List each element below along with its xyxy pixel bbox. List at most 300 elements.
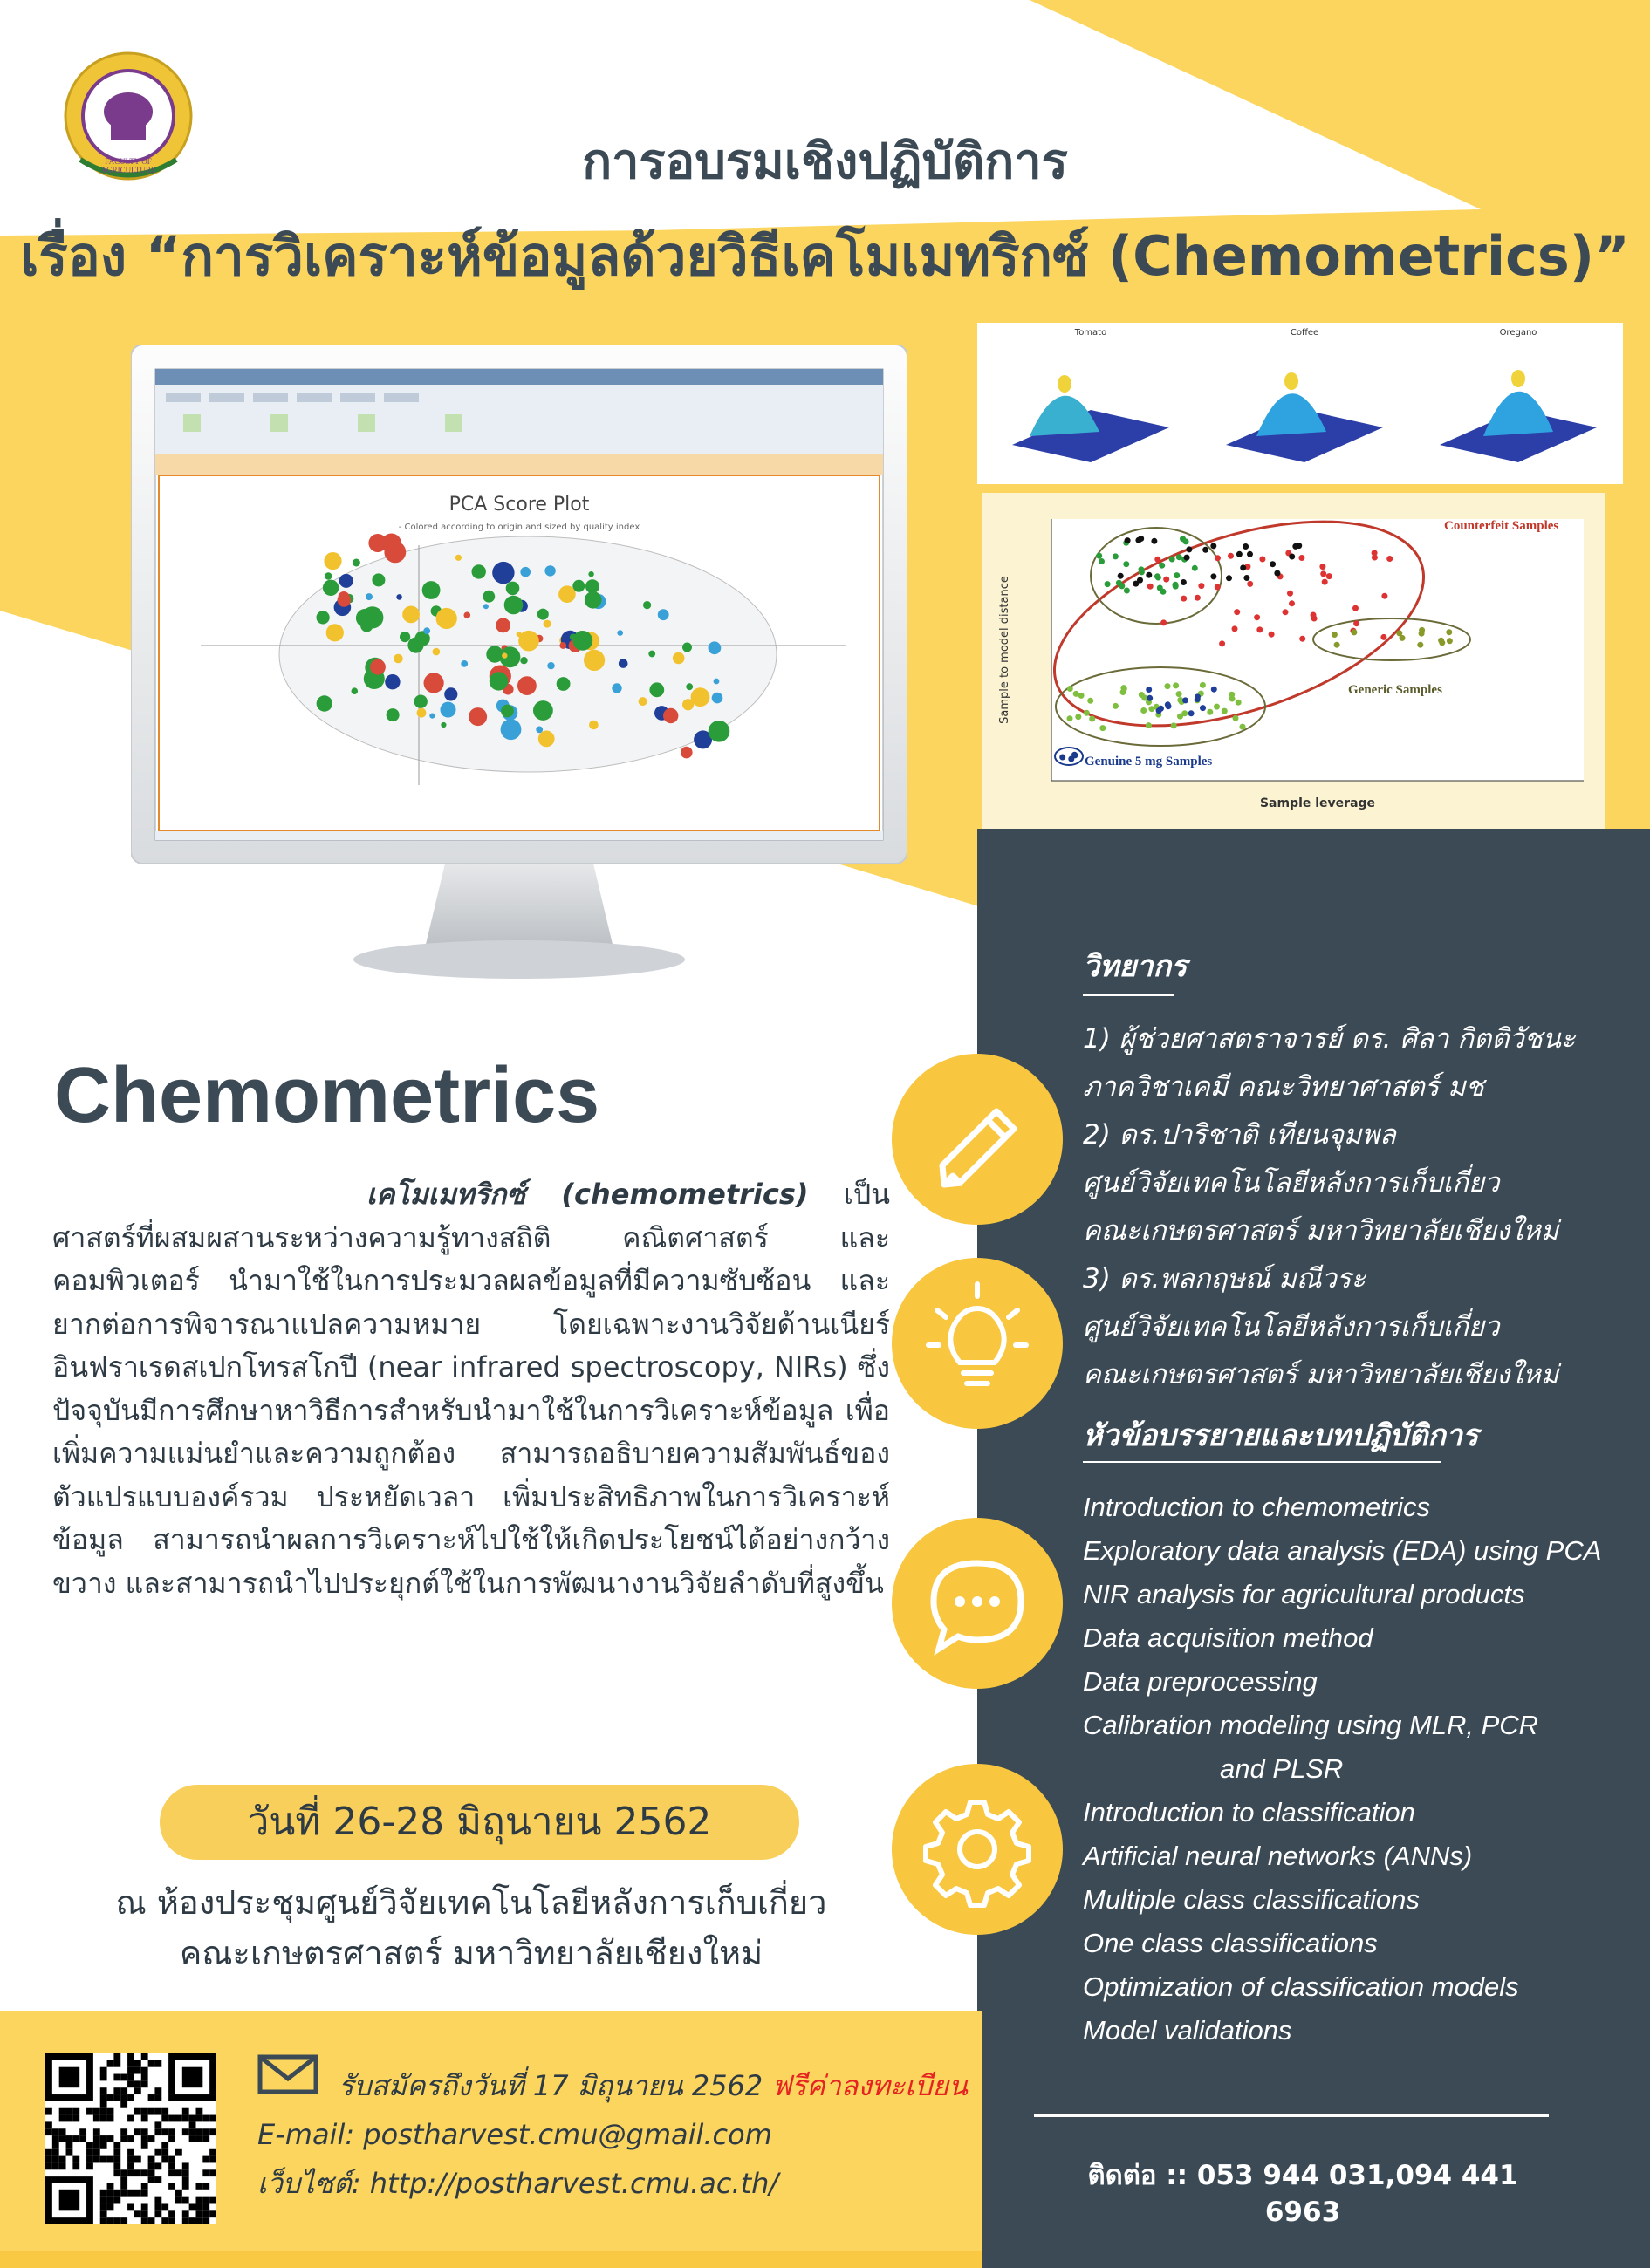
qr-module xyxy=(141,2074,148,2081)
topics-heading-rule xyxy=(1083,1461,1441,1463)
scatter-point xyxy=(1219,640,1225,646)
scatter-point xyxy=(1211,687,1217,693)
qr-module xyxy=(209,2156,216,2163)
scatter-point xyxy=(1067,715,1073,721)
scatter-point xyxy=(1099,558,1105,564)
qr-module xyxy=(182,2115,189,2122)
qr-module xyxy=(59,2135,66,2142)
qr-module xyxy=(107,2183,114,2190)
pca-point xyxy=(385,674,400,689)
pca-point xyxy=(324,552,341,570)
qr-module xyxy=(127,2060,134,2067)
scatter-point xyxy=(1228,553,1234,559)
scatter-point xyxy=(1059,755,1065,761)
speaker-line: ศูนย์วิจัยเทคโนโลยีหลังการเก็บเกี่ยว xyxy=(1083,1167,1500,1199)
qr-module xyxy=(202,2156,209,2163)
registration-deadline xyxy=(339,2064,968,2108)
scatter-point xyxy=(1072,752,1078,758)
qr-module xyxy=(161,2128,168,2135)
scatter-point xyxy=(1236,551,1243,557)
speaker-line: คณะเกษตรศาสตร์ มหาวิทยาลัยเชียงใหม่ xyxy=(1083,1215,1559,1247)
scatter-point xyxy=(1148,706,1154,712)
pca-point xyxy=(559,642,566,649)
qr-module xyxy=(100,2067,107,2074)
qr-module xyxy=(134,2210,141,2217)
pca-point xyxy=(433,648,441,656)
qr-module xyxy=(66,2115,73,2122)
scatter-point xyxy=(1270,561,1276,567)
scatter-point xyxy=(1259,557,1265,563)
qr-module xyxy=(154,2162,161,2169)
qr-module xyxy=(93,2156,100,2163)
qr-module xyxy=(93,2108,100,2115)
qr-module xyxy=(202,2115,209,2122)
qr-module xyxy=(120,2087,127,2094)
pca-point xyxy=(400,632,410,642)
qr-module xyxy=(202,2197,209,2204)
qr-finder xyxy=(59,2067,80,2088)
pca-point xyxy=(490,672,508,690)
contact-website[interactable]: เว็บไซต์: http://postharvest.cmu.ac.th/ xyxy=(257,2167,779,2200)
qr-module xyxy=(120,2128,127,2135)
qr-module xyxy=(182,2108,189,2115)
pca-point xyxy=(506,582,520,596)
pca-point xyxy=(394,654,403,664)
qr-module xyxy=(148,2217,155,2224)
landscape-label: Oregano xyxy=(1499,328,1537,338)
scatter-point xyxy=(1292,543,1298,550)
qr-module xyxy=(148,2135,155,2142)
qr-module xyxy=(72,2162,79,2169)
qr-module xyxy=(113,2053,120,2060)
topic-item: Data acquisition method xyxy=(1083,1622,1373,1653)
scatter-point xyxy=(1087,698,1093,704)
pca-point xyxy=(612,683,621,693)
speakers-heading: วิทยากร xyxy=(1083,949,1188,984)
scatter-point xyxy=(1200,705,1206,711)
scatter-point xyxy=(1202,547,1208,553)
qr-module xyxy=(127,2190,134,2197)
qr-module xyxy=(100,2087,107,2094)
scatter-point xyxy=(1182,697,1188,703)
qr-module xyxy=(202,2210,209,2217)
speaker-line: 1) ผู้ช่วยศาสตราจารย์ ดร. ศิลา กิตติวัชนะ xyxy=(1083,1023,1576,1055)
pca-point xyxy=(407,638,423,653)
scatter-point xyxy=(1113,703,1119,709)
qr-module xyxy=(100,2142,107,2149)
scatter-point xyxy=(1183,538,1189,544)
scatter-point xyxy=(1118,573,1124,579)
pca-point xyxy=(424,673,444,693)
qr-module xyxy=(168,2217,175,2224)
topic-item: Data preprocessing xyxy=(1083,1666,1318,1697)
lightbulb-icon xyxy=(892,1258,1063,1429)
qr-module xyxy=(120,2217,127,2224)
qr-module xyxy=(113,2142,120,2149)
pca-point xyxy=(317,695,332,711)
qr-module xyxy=(202,2169,209,2176)
qr-module xyxy=(209,2115,216,2122)
pca-point xyxy=(372,573,385,586)
qr-module xyxy=(175,2197,182,2204)
qr-module xyxy=(202,2128,209,2135)
qr-module xyxy=(100,2190,107,2197)
scatter-point xyxy=(1159,563,1165,569)
qr-module xyxy=(209,2210,216,2217)
scatter-point xyxy=(1229,696,1236,702)
scatter-point xyxy=(1089,716,1095,722)
qr-module xyxy=(189,2128,196,2135)
scatter-point xyxy=(1396,630,1402,636)
pca-point xyxy=(441,702,456,718)
qr-module xyxy=(52,2128,59,2135)
qr-module xyxy=(189,2121,196,2128)
pca-point xyxy=(370,659,386,675)
qr-module xyxy=(168,2183,175,2190)
qr-module xyxy=(120,2190,127,2197)
qr-module xyxy=(52,2156,59,2163)
pca-point xyxy=(396,594,402,600)
qr-module xyxy=(141,2067,148,2074)
plot-subtitle: - Colored according to origin and sized by quality index xyxy=(398,523,640,532)
scatter-point xyxy=(1176,691,1182,697)
pca-point xyxy=(588,571,593,577)
qr-module xyxy=(100,2101,107,2108)
scatter-point xyxy=(1256,626,1263,632)
scatter-point xyxy=(1156,707,1162,714)
pca-point xyxy=(464,612,471,619)
topic-item: Introduction to chemometrics xyxy=(1083,1492,1431,1522)
scatter-point xyxy=(1215,584,1221,591)
topic-item: One class classifications xyxy=(1083,1928,1378,1958)
contact-email[interactable]: E-mail: postharvest.cmu@gmail.com xyxy=(257,2118,772,2151)
qr-module xyxy=(120,2183,127,2190)
qr-code[interactable] xyxy=(45,2053,216,2224)
pca-point xyxy=(483,604,489,609)
pca-point xyxy=(557,677,571,691)
pca-point xyxy=(673,652,685,665)
topic-item: and PLSR xyxy=(1220,1753,1344,1784)
qr-module xyxy=(154,2210,161,2217)
topic-item: Introduction to classification xyxy=(1083,1797,1415,1827)
landscape-peak-top xyxy=(1284,372,1298,390)
scatter-point xyxy=(1226,575,1232,581)
topic-item: Artificial neural networks (ANNs) xyxy=(1083,1841,1473,1871)
qr-module xyxy=(127,2094,134,2101)
scatter-point xyxy=(1269,632,1275,638)
qr-module xyxy=(86,2149,93,2156)
qr-module xyxy=(182,2217,189,2224)
qr-module xyxy=(195,2183,202,2190)
monitor-illustration xyxy=(131,345,907,994)
qr-module xyxy=(182,2176,189,2183)
qr-module xyxy=(120,2176,127,2183)
scatter-point xyxy=(1289,600,1295,606)
qr-module xyxy=(182,2197,189,2204)
pca-point xyxy=(709,721,730,742)
qr-module xyxy=(45,2162,52,2169)
scatter-point xyxy=(1067,686,1073,692)
scatter-point xyxy=(1139,692,1145,698)
pca-point xyxy=(323,580,339,596)
qr-module xyxy=(141,2217,148,2224)
qr-module xyxy=(59,2162,66,2169)
scatter-point xyxy=(1181,596,1187,602)
pca-point xyxy=(496,618,510,633)
pca-point xyxy=(714,679,720,685)
qr-module xyxy=(154,2197,161,2204)
page-title-line1: การอบรมเชิงปฏิบัติการ xyxy=(582,133,1068,190)
qr-module xyxy=(113,2060,120,2067)
landscape-peak-top xyxy=(1511,370,1525,387)
qr-module xyxy=(202,2203,209,2210)
landscape-label: Coffee xyxy=(1290,328,1319,338)
qr-module xyxy=(66,2149,73,2156)
qr-module xyxy=(127,2135,134,2142)
pca-point xyxy=(444,687,457,700)
scatter-point xyxy=(1417,642,1423,648)
venue-line2: คณะเกษตรศาสตร์ มหาวิทยาลัยเชียงใหม่ xyxy=(179,1934,763,1972)
scatter-point xyxy=(1380,634,1386,640)
qr-module xyxy=(202,2183,209,2190)
qr-module xyxy=(59,2156,66,2163)
pca-point xyxy=(368,534,387,552)
pca-point xyxy=(585,579,599,593)
speaker-line: ภาควิชาเคมี คณะวิทยาศาสตร์ มช xyxy=(1083,1071,1484,1103)
pca-point xyxy=(547,662,554,669)
pca-point xyxy=(339,591,350,603)
scatter-point xyxy=(1188,710,1195,716)
counterfeit-label: Counterfeit Samples xyxy=(1444,519,1559,533)
qr-module xyxy=(141,2210,148,2217)
qr-module xyxy=(45,2149,52,2156)
pca-point xyxy=(353,559,360,567)
qr-module xyxy=(45,2128,52,2135)
pca-point xyxy=(326,624,344,641)
scatter-point xyxy=(1381,593,1387,599)
qr-module xyxy=(100,2217,107,2224)
qr-module xyxy=(127,2156,134,2163)
landscape-label: Tomato xyxy=(1074,328,1107,338)
pca-point xyxy=(558,585,576,603)
pca-point xyxy=(617,630,623,636)
qr-module xyxy=(202,2217,209,2224)
scatter-point xyxy=(1195,693,1201,700)
qr-module xyxy=(100,2074,107,2081)
pca-point xyxy=(682,643,692,652)
scatter-point xyxy=(1243,575,1249,581)
qr-module xyxy=(66,2142,73,2149)
classification-scatter xyxy=(982,493,1605,829)
scatter-point xyxy=(1198,583,1204,589)
scatter-point xyxy=(1075,714,1081,720)
pca-point xyxy=(455,555,462,561)
qr-module xyxy=(72,2115,79,2122)
qr-module xyxy=(141,2108,148,2115)
qr-module xyxy=(72,2135,79,2142)
qr-module xyxy=(154,2121,161,2128)
scatter-point xyxy=(1283,609,1289,615)
pca-point xyxy=(536,727,543,734)
pca-point xyxy=(585,591,602,609)
scatter-point xyxy=(1073,691,1079,697)
qr-module xyxy=(120,2169,127,2176)
qr-module xyxy=(209,2149,216,2156)
qr-module xyxy=(134,2190,141,2197)
qr-module xyxy=(120,2135,127,2142)
qr-module xyxy=(141,2142,148,2149)
qr-module xyxy=(100,2197,107,2204)
qr-module xyxy=(86,2162,93,2169)
qr-module xyxy=(161,2115,168,2122)
pca-point xyxy=(518,631,539,652)
pca-point xyxy=(423,627,430,634)
logo-caption: FACULTY OF AGRICULTURE xyxy=(100,157,156,174)
qr-module xyxy=(189,2115,196,2122)
pca-point xyxy=(436,608,457,629)
scatter-point xyxy=(1120,689,1126,695)
qr-module xyxy=(148,2176,155,2183)
topic-item: NIR analysis for agricultural products xyxy=(1083,1579,1525,1609)
speaker-line: 2) ดร.ปาริชาติ เทียนจุมพล xyxy=(1083,1119,1396,1151)
scatter-point xyxy=(1137,577,1143,584)
scatter-point xyxy=(1119,583,1125,589)
pca-point xyxy=(589,721,599,730)
qr-module xyxy=(175,2169,182,2176)
qr-module xyxy=(127,2067,134,2074)
qr-module xyxy=(134,2060,141,2067)
scatter-point xyxy=(1165,701,1171,707)
pca-point xyxy=(681,747,693,759)
qr-module xyxy=(209,2169,216,2176)
qr-module xyxy=(86,2108,93,2115)
envelope-icon xyxy=(257,2054,318,2094)
scatter-point xyxy=(1146,572,1152,578)
qr-module xyxy=(127,2169,134,2176)
qr-module xyxy=(127,2162,134,2169)
scatter-point xyxy=(1184,555,1190,561)
scatter-point xyxy=(1099,725,1106,731)
qr-module xyxy=(141,2053,148,2060)
pca-point xyxy=(709,641,722,654)
qr-module xyxy=(79,2135,86,2142)
speaker-line: คณะเกษตรศาสตร์ มหาวิทยาลัยเชียงใหม่ xyxy=(1083,1359,1559,1390)
scatter-point xyxy=(1171,722,1177,728)
pca-point xyxy=(517,676,537,695)
qr-module xyxy=(141,2169,148,2176)
qr-module xyxy=(168,2162,175,2169)
qr-module xyxy=(107,2115,114,2122)
qr-module xyxy=(113,2094,120,2101)
qr-module xyxy=(141,2115,148,2122)
qr-module xyxy=(72,2156,79,2163)
pca-point xyxy=(461,660,468,667)
scatter-point xyxy=(1332,632,1338,638)
pca-point xyxy=(639,697,647,706)
scatter-point xyxy=(1169,557,1175,563)
qr-module xyxy=(195,2135,202,2142)
pca-point xyxy=(538,731,555,748)
qr-module xyxy=(113,2217,120,2224)
pca-point xyxy=(648,651,655,658)
pca-point xyxy=(472,564,486,578)
pca-point xyxy=(544,565,555,576)
qr-module xyxy=(189,2217,196,2224)
venue-line1: ณ ห้องประชุมศูนย์วิจัยเทคโนโลยีหลังการเก็บเกี่ยว xyxy=(115,1883,827,1922)
pca-point xyxy=(643,601,651,609)
qr-module xyxy=(107,2217,114,2224)
scatter-point xyxy=(1298,555,1304,561)
qr-module xyxy=(107,2156,114,2163)
pca-point xyxy=(492,562,514,584)
scatter-point xyxy=(1181,710,1188,716)
generic-label: Generic Samples xyxy=(1348,683,1442,697)
qr-module xyxy=(107,2203,114,2210)
scatter-point xyxy=(1215,555,1221,561)
scatter-point xyxy=(1254,614,1260,620)
scatter-point xyxy=(1386,556,1393,562)
qr-module xyxy=(148,2169,155,2176)
scatter-point xyxy=(1419,631,1425,637)
qr-module xyxy=(113,2087,120,2094)
pca-point xyxy=(572,631,592,651)
qr-module xyxy=(127,2203,134,2210)
scatter-point xyxy=(1289,554,1295,560)
qr-module xyxy=(100,2115,107,2122)
qr-module xyxy=(113,2156,120,2163)
contact-divider xyxy=(1034,2114,1549,2117)
qr-module xyxy=(154,2128,161,2135)
chat-icon xyxy=(892,1518,1063,1689)
qr-module xyxy=(154,2203,161,2210)
qr-module xyxy=(127,2080,134,2087)
qr-module xyxy=(120,2101,127,2108)
scatter-point xyxy=(1240,724,1246,730)
topic-item: Model validations xyxy=(1083,2015,1292,2046)
scatter-point xyxy=(1334,642,1340,648)
qr-module xyxy=(59,2128,66,2135)
qr-module xyxy=(161,2156,168,2163)
scatter-point xyxy=(1207,709,1213,715)
qr-module xyxy=(86,2142,93,2149)
qr-finder xyxy=(182,2067,203,2088)
qr-module xyxy=(113,2169,120,2176)
scatter-point xyxy=(1311,612,1317,618)
pca-point xyxy=(658,609,669,620)
qr-module xyxy=(141,2080,148,2087)
pca-point xyxy=(317,611,330,624)
qr-finder xyxy=(59,2190,80,2211)
pca-point xyxy=(537,609,549,620)
pca-point xyxy=(533,700,553,721)
qr-module xyxy=(195,2197,202,2204)
qr-module xyxy=(100,2203,107,2210)
qr-module xyxy=(52,2142,59,2149)
scatter-point xyxy=(1147,584,1154,590)
qr-module xyxy=(209,2128,216,2135)
topic-item: Multiple class classifications xyxy=(1083,1884,1420,1915)
landscape-peak-top xyxy=(1058,375,1071,393)
scatter-point xyxy=(1240,564,1246,570)
topic-item: Exploratory data analysis (EDA) using PCA xyxy=(1083,1535,1602,1566)
qr-module xyxy=(141,2135,148,2142)
qr-module xyxy=(161,2108,168,2115)
qr-module xyxy=(93,2149,100,2156)
qr-module xyxy=(168,2210,175,2217)
qr-module xyxy=(107,2108,114,2115)
event-date-badge: วันที่ 26-28 มิถุนายน 2562 xyxy=(160,1785,799,1860)
qr-module xyxy=(154,2087,161,2094)
